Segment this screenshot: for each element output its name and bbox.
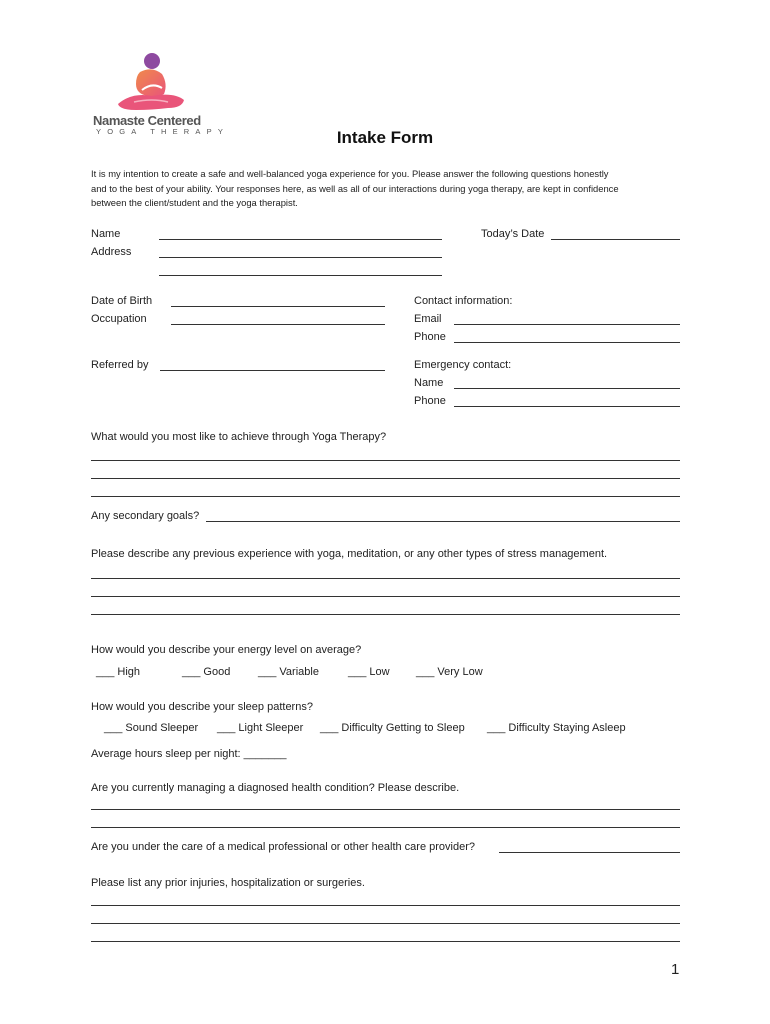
energy-option-good[interactable]: ___ Good	[182, 666, 231, 678]
medical-care-field[interactable]	[499, 852, 680, 853]
injuries-answer-line[interactable]	[91, 905, 680, 906]
emergency-name-label: Name	[414, 377, 444, 389]
prior-injuries-question: Please list any prior injuries, hospitalization or surgeries.	[91, 877, 365, 889]
page-number: 1	[671, 961, 680, 978]
phone-field[interactable]	[454, 342, 680, 343]
email-field[interactable]	[454, 324, 680, 325]
name-field[interactable]	[159, 239, 442, 240]
previous-experience-question: Please describe any previous experience with yoga, meditation, or any other types of stress management.	[91, 548, 608, 560]
todays-date-field[interactable]	[551, 239, 680, 240]
sleep-option-getting[interactable]: ___ Difficulty Getting to Sleep	[320, 722, 465, 734]
emergency-phone-label: Phone	[414, 395, 446, 407]
achieve-answer-line[interactable]	[91, 478, 680, 479]
secondary-goals-field[interactable]	[206, 521, 680, 522]
experience-answer-line[interactable]	[91, 578, 680, 579]
emergency-name-field[interactable]	[454, 388, 680, 389]
achieve-answer-line[interactable]	[91, 460, 680, 461]
sleep-option-sound[interactable]: ___ Sound Sleeper	[104, 722, 199, 734]
intro-paragraph	[91, 167, 691, 211]
emergency-contact-label: Emergency contact:	[414, 359, 512, 371]
meditating-figure-icon	[112, 52, 188, 114]
logo-tagline: YOGA THERAPY	[96, 127, 230, 136]
email-label: Email	[414, 313, 442, 325]
emergency-phone-field[interactable]	[454, 406, 680, 407]
hours-sleep-question[interactable]: Average hours sleep per night: _______	[91, 748, 287, 760]
energy-option-variable[interactable]: ___ Variable	[258, 666, 319, 678]
health-answer-line[interactable]	[91, 827, 680, 828]
address-field-line-1[interactable]	[159, 257, 442, 258]
date-of-birth-field[interactable]	[171, 306, 385, 307]
experience-answer-line[interactable]	[91, 614, 680, 615]
occupation-field[interactable]	[171, 324, 385, 325]
health-answer-line[interactable]	[91, 809, 680, 810]
sleep-option-staying[interactable]: ___ Difficulty Staying Asleep	[487, 722, 626, 734]
intro-line: and to the best of your ability. Your responses here, as well as all of our interactions during yoga therapy, are kept in confidence	[91, 182, 619, 194]
name-label: Name	[91, 228, 121, 240]
medical-care-question: Are you under the care of a medical professional or other health care provider?	[91, 841, 475, 853]
energy-option-very-low[interactable]: ___ Very Low	[416, 666, 483, 678]
phone-label: Phone	[414, 331, 446, 343]
page-title: Intake Form	[336, 128, 434, 147]
todays-date-label: Today’s Date	[481, 228, 545, 240]
date-of-birth-label: Date of Birth	[91, 295, 153, 307]
energy-option-low[interactable]: ___ Low	[348, 666, 390, 678]
injuries-answer-line[interactable]	[91, 941, 680, 942]
secondary-goals-question: Any secondary goals?	[91, 510, 200, 522]
experience-answer-line[interactable]	[91, 596, 680, 597]
achieve-question: What would you most like to achieve through Yoga Therapy?	[91, 431, 387, 443]
logo-name: Namaste Centered	[93, 113, 201, 128]
referred-by-label: Referred by	[91, 359, 149, 371]
intro-line: between the client/student and the yoga therapist.	[91, 197, 298, 208]
contact-information-label: Contact information:	[414, 295, 513, 307]
energy-option-high[interactable]: ___ High	[96, 666, 141, 678]
health-condition-question: Are you currently managing a diagnosed health condition? Please describe.	[91, 782, 460, 794]
referred-by-field[interactable]	[160, 370, 385, 371]
injuries-answer-line[interactable]	[91, 923, 680, 924]
address-field-line-2[interactable]	[159, 275, 442, 276]
achieve-answer-line[interactable]	[91, 496, 680, 497]
address-label: Address	[91, 246, 132, 258]
occupation-label: Occupation	[91, 313, 147, 325]
sleep-option-light[interactable]: ___ Light Sleeper	[217, 722, 304, 734]
sleep-patterns-question: How would you describe your sleep patterns?	[91, 701, 313, 713]
intro-line: It is my intention to create a safe and well-balanced yoga experience for you. Please answer the following questions honestly	[91, 168, 609, 179]
energy-level-question: How would you describe your energy level on average?	[91, 644, 362, 656]
